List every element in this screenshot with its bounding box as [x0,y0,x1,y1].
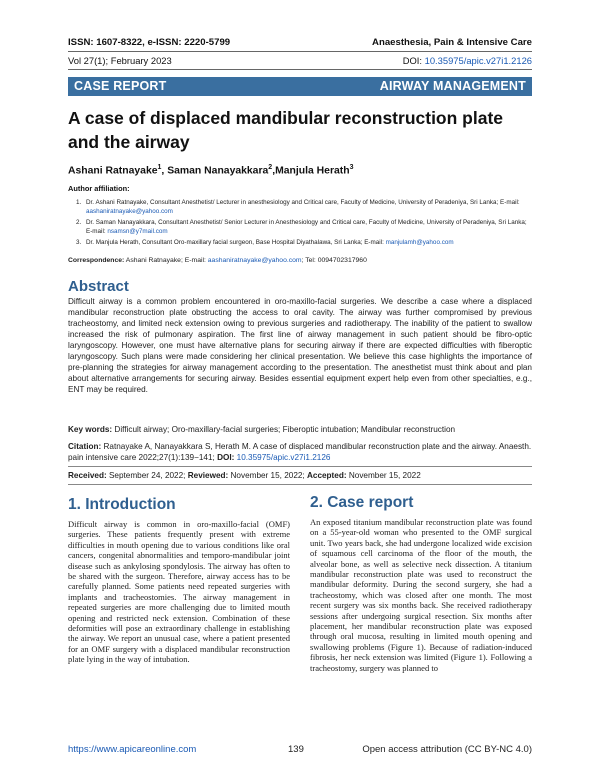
case-report-text: An exposed titanium mandibular reconstruction plate was found on a 55-year-old woman who presented to the OMF surgical unit. Two years back, she had undergone localized wide excision of squamous cell carcinoma of the floor of the mouth, the alveolar bone, as well as selective neck dissection. A titanium mandibular reconstruction plate was used to reconstruct the mandibular deformity. During the second surgery, she had a tracheostomy, which was closed after one month. The most recent surgery was six months back. She received radiotherapy sessions after undergoing surgical resection. Six months after placement, her mandibular reconstruction plate was exposed through oral mucosa, resulting in limited mouth opening and swallowing problems (Figure 1). Because of radiation-induced fibrosis, her neck extension was limited (Figure 1). Following a tracheostomy, surgery was planned to [310,517,532,673]
correspondence-tel: ; Tel: 0094702317960 [301,257,367,264]
header-divider-2 [68,69,532,70]
journal-issn: ISSN: 1607-8322, e-ISSN: 2220-5799 [68,37,231,48]
citation-label: Citation: [68,442,102,451]
affiliation-text: Dr. Saman Nanayakkara, Consultant Anesthetist/ Senior Lecturer in Anesthesiology and Critical care, Faculty of Medicine, University of Peradeniya, Sri Lanka; E-mail: [86,219,527,235]
author-3: Manjula Herath [275,165,350,177]
author-3-sup: 3 [349,164,354,171]
article-type: CASE REPORT [74,79,167,93]
correspondence-email[interactable]: aashaniratnayake@yahoo.com [207,257,302,264]
keywords-label: Key words: [68,425,113,434]
footer-website-link[interactable]: https://www.apicareonline.com [68,744,197,755]
affiliation-email[interactable]: nsamsn@y7mail.com [107,228,168,235]
dates-divider-top [68,466,532,467]
author-list: Ashani Ratnayake$^1$, Saman Nanayakkara$^2$,Manjula Herath$^3$ [68,164,354,177]
journal-volume: Vol 27(1); February 2023 [68,55,172,66]
affiliation-email[interactable]: aashaniratnayake@yahoo.com [86,208,173,215]
author-2-sup: 2 [268,164,273,171]
affiliation-text: Dr. Manjula Herath, Consultant Oro-maxillary facial surgeon, Base Hospital Diyathalawa, Sri Lanka; E-mail: [86,239,384,246]
keywords [68,425,532,434]
affiliation-number: 1. [76,199,82,206]
accepted-date: November 15, 2022 [348,471,421,480]
affiliation-text: Dr. Ashani Ratnayake, Consultant Anesthetist/ Lecturer in anesthesiology and Critical care, Faculty of Medicine, University of Peradeniya, Sri Lanka; E-mail: [86,199,520,206]
article-dates [68,471,532,480]
dates-divider-bottom [68,484,532,485]
received-label: Received: [68,471,107,480]
keywords-text: Difficult airway; Oro-maxillary-facial surgeries; Fiberoptic intubation; Mandibular reconstruction [114,425,456,434]
affiliation-item [68,218,532,236]
affiliation-number: 3. [76,239,82,246]
affiliation-item [68,238,532,247]
author-2: Saman Nanayakkara [167,165,269,177]
header-doi-link[interactable]: 10.35975/apic.v27i1.2126 [424,55,532,66]
introduction-text: Difficult airway is common in oro-maxillo-facial (OMF) surgeries. These patients frequently present with extreme difficulties in mouth opening due to various conditions like oral cancers, congenital abnormalities and temporo-mandibular joint disease such as ankylosing spondylosis. The airway has often to be shared with the surgeon. Therefore, airway access has to be carefully planned. Some patients need repeated surgeries with implants and tracheostomies. The airway management in repeated surgeries are more challenging due to limited mouth opening and restricted neck extension. Combination of these deformities will pose an extraordinary challenge in establishing the airway. We report an unusual case, where a patient presented for an OMF surgery with a displaced mandibular reconstruction plate lying in the way of intubation. [68,519,290,665]
author-1: Ashani Ratnayake [68,165,158,177]
reviewed-date: November 15, 2022; [230,471,305,480]
header-doi [403,55,532,66]
author-1-sup: 1 [157,164,162,171]
affiliation-list [68,198,532,249]
affiliation-email[interactable]: manjulamh@yahoo.com [385,239,454,246]
article-title: A case of displaced mandibular reconstruction plate and the airway [68,108,504,152]
affiliation-heading: Author affiliation: [68,184,130,193]
citation-doi-link[interactable]: 10.35975/apic.v27i1.2126 [236,453,331,462]
correspondence-label: Correspondence: [68,257,125,264]
page-number: 139 [288,744,304,755]
abstract-text: Difficult airway is a common problem encountered in oro-maxillo-facial surgeries. We describe a case where a displaced mandibular reconstruction plate obstructing the access to oral cavity. The airway was further compromised by previous tracheostomy, and limited neck extension owing to previous surgeries and radiotherapy. The inability of the patient to swallow increased the risk of pulmonary aspiration. The first line of airway management in such patient should be fibro-optic laryngoscopy. However, one must have alternative plans for securing airway if there are expected difficulties with fiberoptic laryngoscopy. Such plans were made considering her clinical presentation. We believe this case highlights the importance of pre-planning the strategies for airway management according to the presentation. The anesthetist must think about and plan about alternative arrangements for securing airway. Besides essential equipment expert help even from other specialties, e.g., ENT may be required. [68,297,532,394]
correspondence [68,257,367,264]
journal-name: Anaesthesia, Pain & Intensive Care [372,37,532,48]
header-doi-label: DOI: [402,55,422,66]
received-date: September 24, 2022; [108,471,186,480]
accepted-label: Accepted: [306,471,347,480]
introduction-heading: 1. Introduction [68,496,176,513]
correspondence-name: Ashani Ratnayake; E-mail: [125,257,206,264]
case-report-heading: 2. Case report [310,494,414,511]
citation-text: Ratnayake A, Nanayakkara S, Herath M. A case of displaced mandibular reconstruction plate and the airway. Anaesth. pain intensive care 2022;27(1):139−141; [68,442,532,462]
article-category: AIRWAY MANAGEMENT [379,79,526,93]
reviewed-label: Reviewed: [187,471,229,480]
header-divider [68,51,532,52]
affiliation-number: 2. [76,219,82,226]
license-text: Open access attribution (CC BY-NC 4.0) [362,744,532,755]
abstract-heading: Abstract [68,278,129,295]
citation-doi-label: DOI: [217,453,235,462]
article-type-banner [68,77,532,96]
affiliation-item [68,198,532,216]
citation [68,441,532,463]
